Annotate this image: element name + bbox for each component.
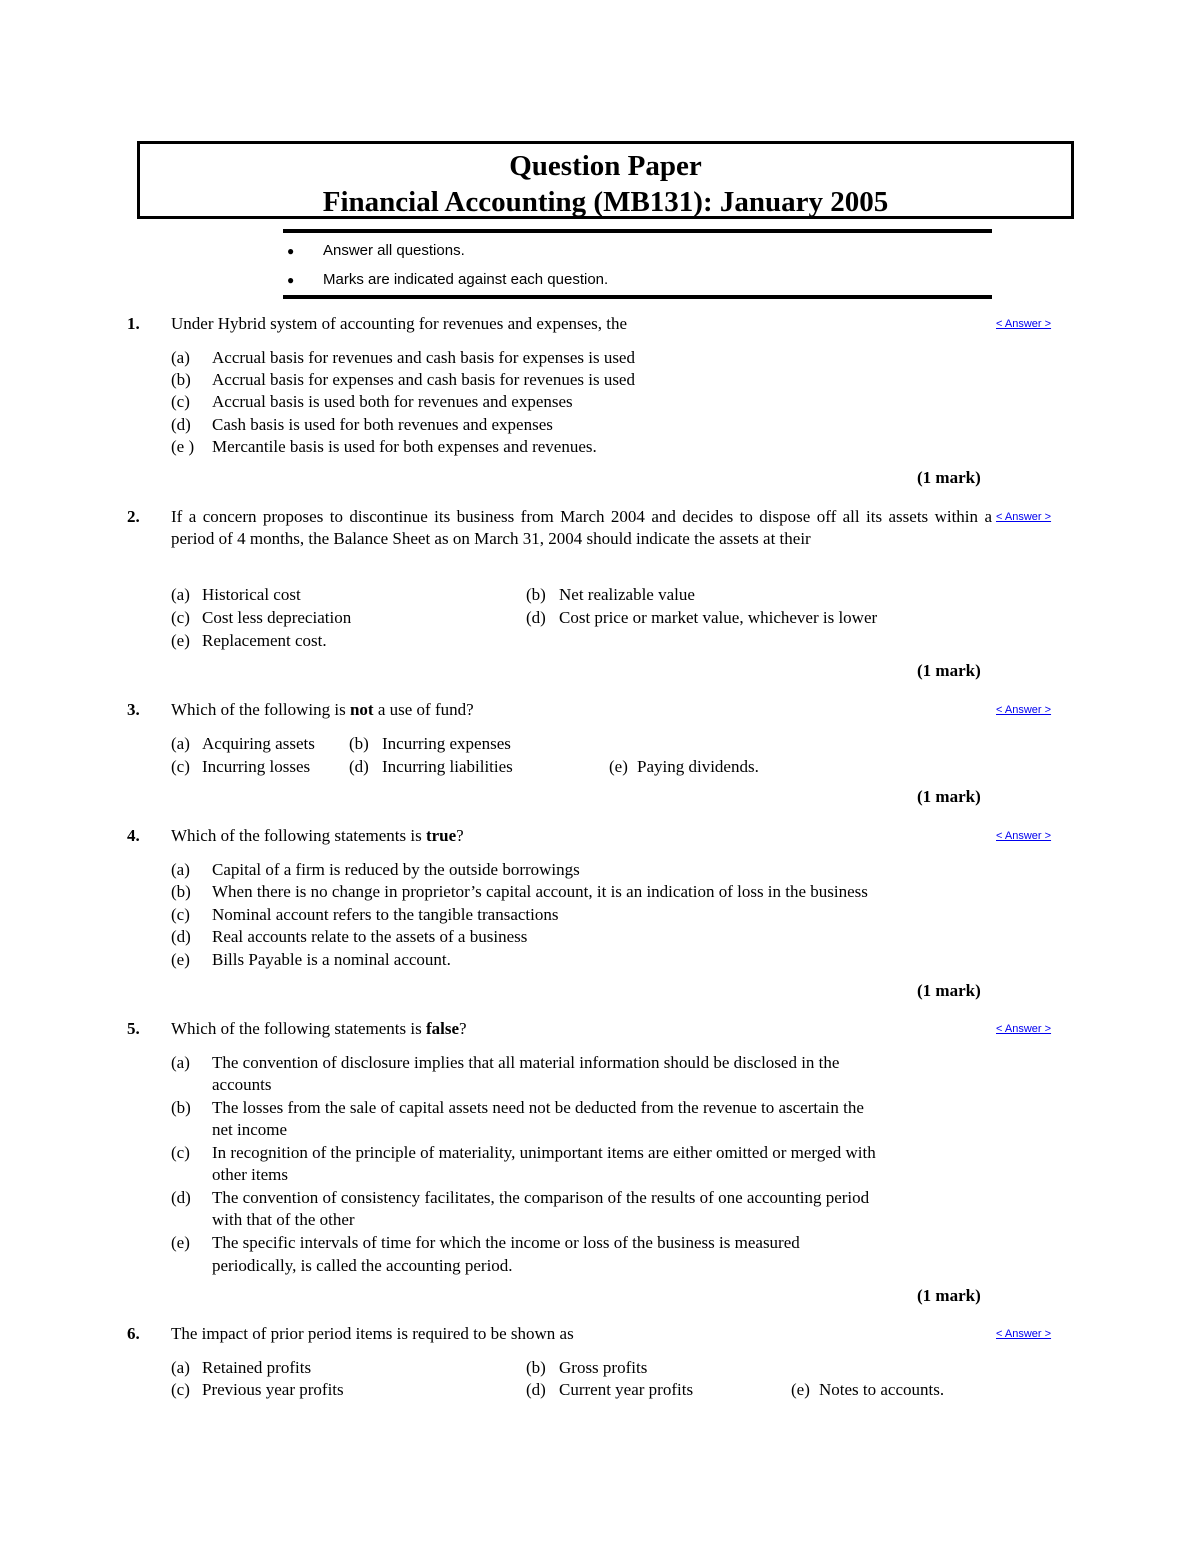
option-text: Historical cost [202,585,301,604]
question-stem: The impact of prior period items is required to be shown as [171,1324,574,1343]
option-text: The convention of consistency facilitates, the comparison of the results of one accounting period [212,1188,870,1207]
question-number: 1. [127,314,140,333]
option-text: accounts [212,1075,272,1094]
option-text: other items [212,1165,289,1184]
option-text: Gross profits [559,1358,648,1377]
option-text: Mercantile basis is used for both expenses and revenues. [212,437,597,456]
question-stem: Under Hybrid system of accounting for revenues and expenses, the [171,314,628,333]
option-text: Real accounts relate to the assets of a business [212,927,528,946]
option-label: (d) [526,1380,546,1399]
option-text: with that of the other [212,1210,355,1229]
option-label: (b) [526,585,546,604]
option-label: (e) [791,1380,810,1399]
option-text: Net realizable value [559,585,695,604]
option-text: Acquiring assets [202,734,315,753]
answer-link[interactable]: < Answer > [996,704,1052,716]
option-label: (a) [171,348,190,367]
answer-link[interactable]: < Answer > [996,1328,1052,1340]
instructions-box: ● Answer all questions. ● Marks are indicated against each question. [283,229,992,299]
option-label: (c) [171,608,190,627]
option-text: Current year profits [559,1380,694,1399]
answer-link[interactable]: < Answer > [996,1023,1052,1035]
option-text: Replacement cost. [202,631,327,650]
option-text: Accrual basis for revenues and cash basis for expenses is used [212,348,635,367]
option-label: (c) [171,1143,190,1162]
option-label: (e) [171,631,190,650]
option-text: Incurring expenses [382,734,511,753]
question-marks: (1 mark) [917,981,981,1000]
option-label: (b) [171,370,191,389]
question-marks: (1 mark) [917,468,981,487]
question-stem: If a concern proposes to discontinue its business from March 2004 and decides to dispose off all its assets within a period of 4 months, the Balance Sheet as on March 31, 2004 should indicate the assets at their [171,507,992,548]
option-label: (c) [171,392,190,411]
option-label: (d) [526,608,546,627]
option-label: (c) [171,757,190,776]
option-label: (c) [171,1380,190,1399]
option-text: Capital of a firm is reduced by the outside borrowings [212,860,580,879]
option-text: The convention of disclosure implies that all material information should be disclosed in the [212,1053,840,1072]
question-stem: Which of the following statements is false? [171,1019,467,1038]
paper-title: Question Paper [509,150,702,182]
question-marks: (1 mark) [917,787,981,806]
option-text: Notes to accounts. [819,1380,945,1399]
option-label: (e ) [171,437,195,456]
option-text: The losses from the sale of capital assets need not be deducted from the revenue to ascertain the [212,1098,864,1117]
option-label: (a) [171,585,190,604]
option-text: In recognition of the principle of materiality, unimportant items are either omitted or merged with [212,1143,876,1162]
paper-subtitle: Financial Accounting (MB131): January 2005 [322,186,889,218]
option-text: The specific intervals of time for which the income or loss of the business is measured [212,1233,800,1252]
option-label: (c) [171,905,190,924]
option-text: Cost less depreciation [202,608,352,627]
option-text: Bills Payable is a nominal account. [212,950,451,969]
bullet-icon: ● [287,273,295,287]
answer-link[interactable]: < Answer > [996,318,1052,330]
option-text: When there is no change in proprietor’s capital account, it is an indication of loss in the business [212,882,868,901]
question-stem: Which of the following is not a use of fund? [171,700,474,719]
option-text: Accrual basis for expenses and cash basis for revenues is used [212,370,635,389]
option-text: Cash basis is used for both revenues and expenses [212,415,553,434]
question-number: 5. [127,1019,140,1038]
question-number: 2. [127,507,140,526]
stem-emphasis: true [425,826,457,845]
answer-link[interactable]: < Answer > [996,511,1052,523]
stem-emphasis: false [425,1019,459,1038]
option-label: (d) [171,415,191,434]
bullet-icon: ● [287,244,295,258]
option-label: (b) [171,882,191,901]
option-text: Accrual basis is used both for revenues and expenses [212,392,573,411]
option-text: net income [212,1120,288,1139]
option-label: (d) [171,927,191,946]
title-box [137,141,1074,219]
option-text: Incurring losses [202,757,311,776]
question-marks: (1 mark) [917,1286,981,1305]
question-marks: (1 mark) [917,661,981,680]
option-label: (b) [349,734,369,753]
option-label: (e) [171,1233,190,1252]
option-text: Retained profits [202,1358,312,1377]
option-label: (a) [171,860,190,879]
option-label: (b) [171,1098,191,1117]
option-text: Previous year profits [202,1380,344,1399]
question-stem: Which of the following statements is true? [171,826,464,845]
stem-emphasis: not [349,700,374,719]
question-number: 4. [127,826,140,845]
answer-link[interactable]: < Answer > [996,830,1052,842]
option-label: (e) [609,757,628,776]
option-label: (d) [171,1188,191,1207]
option-text: Cost price or market value, whichever is lower [559,608,878,627]
option-label: (a) [171,1358,190,1377]
question-number: 3. [127,700,140,719]
option-text: Incurring liabilities [382,757,513,776]
option-label: (b) [526,1358,546,1377]
option-text: Nominal account refers to the tangible transactions [212,905,559,924]
option-label: (a) [171,734,190,753]
option-label: (a) [171,1053,190,1072]
question-number: 6. [127,1324,140,1343]
option-label: (d) [349,757,369,776]
option-text: Paying dividends. [637,757,759,776]
option-label: (e) [171,950,190,969]
option-text: periodically, is called the accounting period. [212,1256,513,1275]
